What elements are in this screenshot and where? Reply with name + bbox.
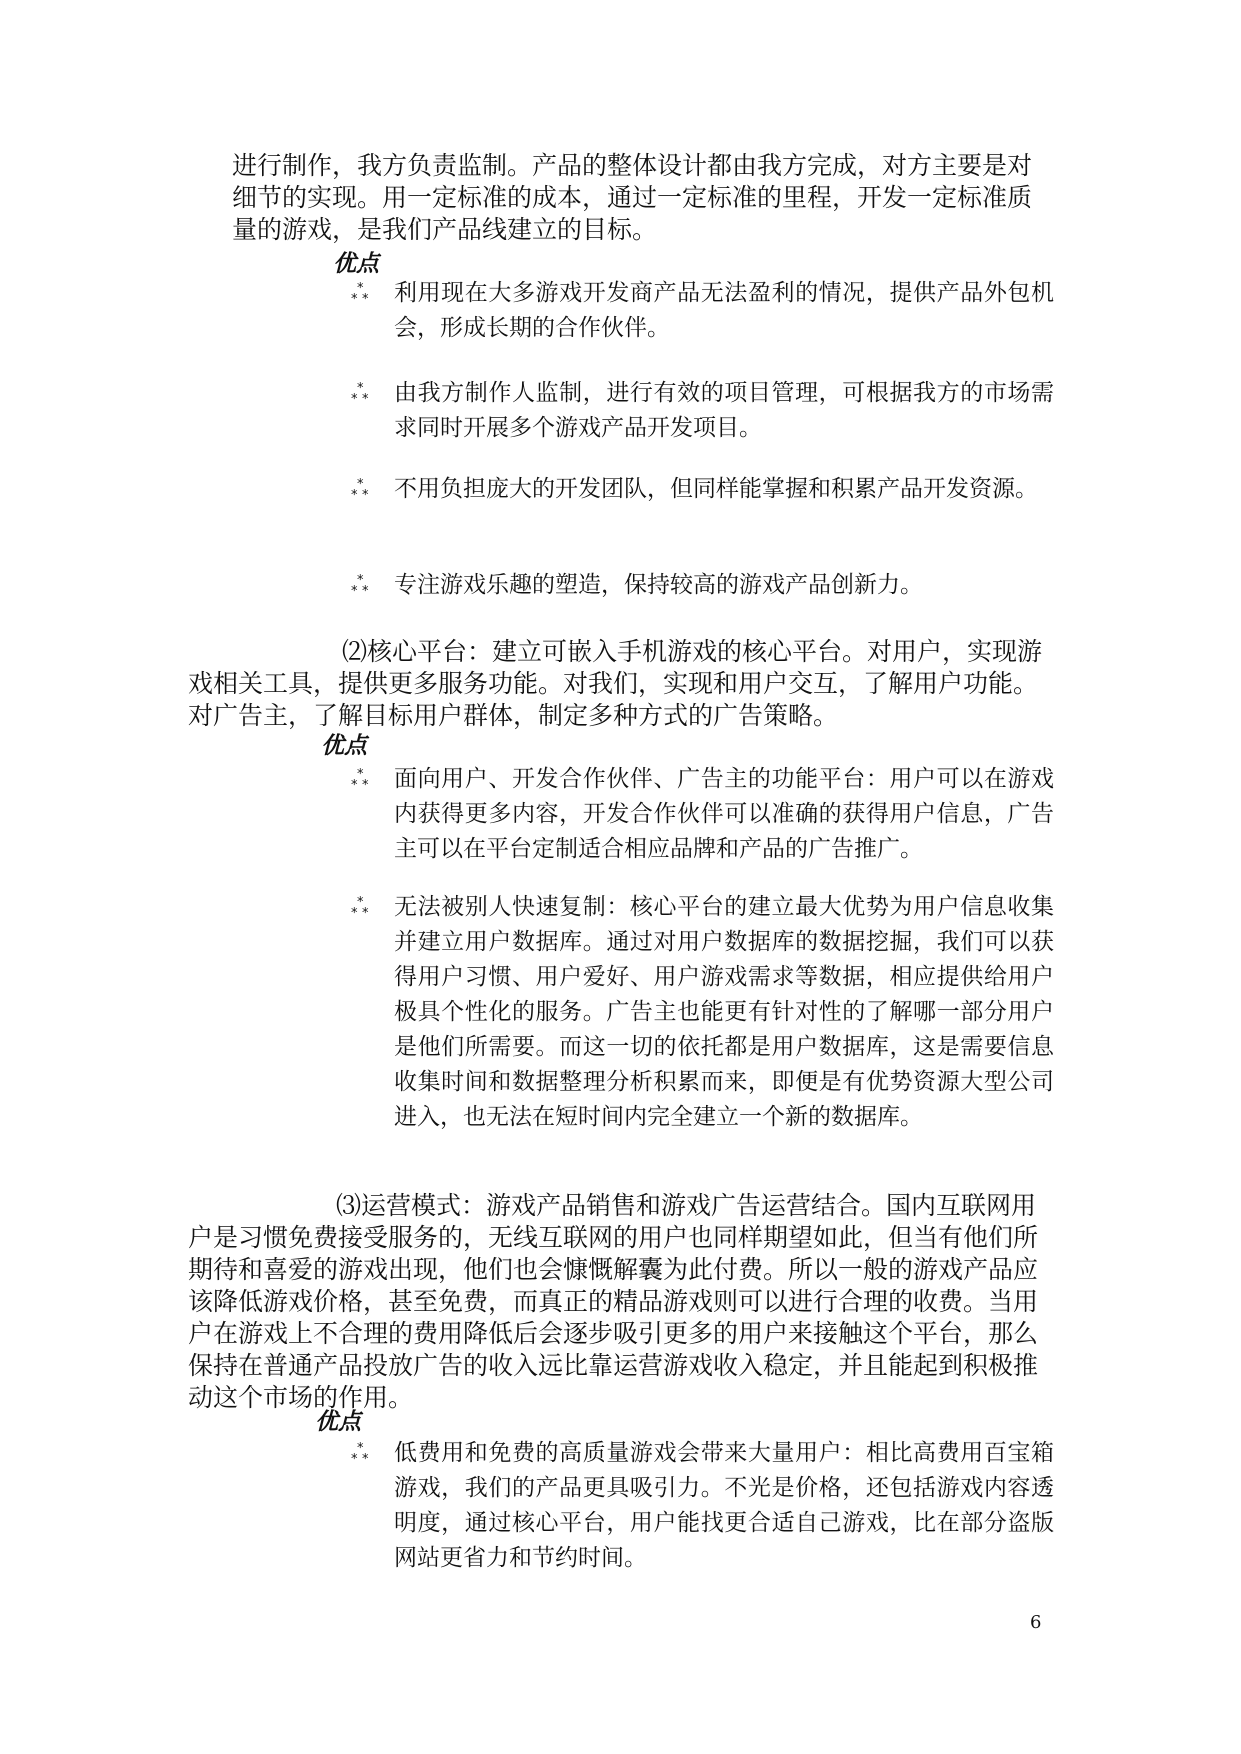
asterism-bullet-icon: * * * xyxy=(351,895,369,921)
bullet-text: 专注游戏乐趣的塑造，保持较高的游戏产品创新力。 xyxy=(394,572,923,598)
core-platform-paragraph: ⑵核心平台：建立可嵌入手机游戏的核心平台。对用户，实现游戏相关工具，提供更多服务功能。对我们，实现和用户交互，了解用户功能。对广告主，了解目标用户群体，制定多种方式的广告策略。 xyxy=(188,637,1043,730)
section-heading-advantages-1: 优点 xyxy=(333,250,379,277)
asterism-bullet-icon: * * * xyxy=(351,477,369,503)
asterism-bullet-icon: * * * xyxy=(351,767,369,793)
intro-paragraph: 进行制作，我方负责监制。产品的整体设计都由我方完成，对方主要是对细节的实现。用一定标准的成本，通过一定标准的里程，开发一定标准质量的游戏，是我们产品线建立的目标。 xyxy=(232,151,1033,244)
asterism-bullet-icon: * * * xyxy=(351,573,369,599)
asterism-bullet-icon: * * * xyxy=(351,381,369,407)
bullet-text: 低费用和免费的高质量游戏会带来大量用户：相比高费用百宝箱游戏，我们的产品更具吸引力。不光是价格，还包括游戏内容透明度，通过核心平台，用户能找更合适自己游戏，比在部分盗版网站更省力和节约时间。 xyxy=(394,1440,1054,1571)
section-heading-advantages-3: 优点 xyxy=(315,1408,361,1435)
bullet-text: 面向用户、开发合作伙伴、广告主的功能平台：用户可以在游戏内获得更多内容，开发合作伙伴可以准确的获得用户信息，广告主可以在平台定制适合相应品牌和产品的广告推广。 xyxy=(394,766,1054,862)
bullet-text: 利用现在大多游戏开发商产品无法盈利的情况，提供产品外包机会，形成长期的合作伙伴。 xyxy=(394,280,1054,341)
asterism-bullet-icon: * * * xyxy=(351,281,369,307)
bullet-text: 由我方制作人监制，进行有效的项目管理，可根据我方的市场需求同时开展多个游戏产品开发项目。 xyxy=(394,380,1054,441)
bullet-text: 不用负担庞大的开发团队，但同样能掌握和积累产品开发资源。 xyxy=(394,476,1038,502)
section-heading-advantages-2: 优点 xyxy=(321,732,367,759)
asterism-bullet-icon: * * * xyxy=(351,1441,369,1467)
operation-model-paragraph: ⑶运营模式：游戏产品销售和游戏广告运营结合。国内互联网用户是习惯免费接受服务的，无线互联网的用户也同样期望如此，但当有他们所期待和喜爱的游戏出现，他们也会慷慨解囊为此付费。所以一般的游戏产品应该降低游戏价格，甚至免费，而真正的精品游戏则可以进行合理的收费。当用户在游戏上不合理的费用降低后会逐步吸引更多的用户来接触这个平台，那么保持在普通产品投放广告的收入远比靠运营游戏收入稳定，并且能起到积极推动这个市场的作用。 xyxy=(188,1191,1039,1412)
bullet-text: 无法被别人快速复制：核心平台的建立最大优势为用户信息收集并建立用户数据库。通过对用户数据库的数据挖掘，我们可以获得用户习惯、用户爱好、用户游戏需求等数据，相应提供给用户极具个性化的服务。广告主也能更有针对性的了解哪一部分用户是他们所需要。而这一切的依托都是用户数据库，这是需要信息收集时间和数据整理分析积累而来，即便是有优势资源大型公司进入，也无法在短时间内完全建立一个新的数据库。 xyxy=(394,894,1054,1130)
page-number: 6 xyxy=(1030,1612,1042,1633)
